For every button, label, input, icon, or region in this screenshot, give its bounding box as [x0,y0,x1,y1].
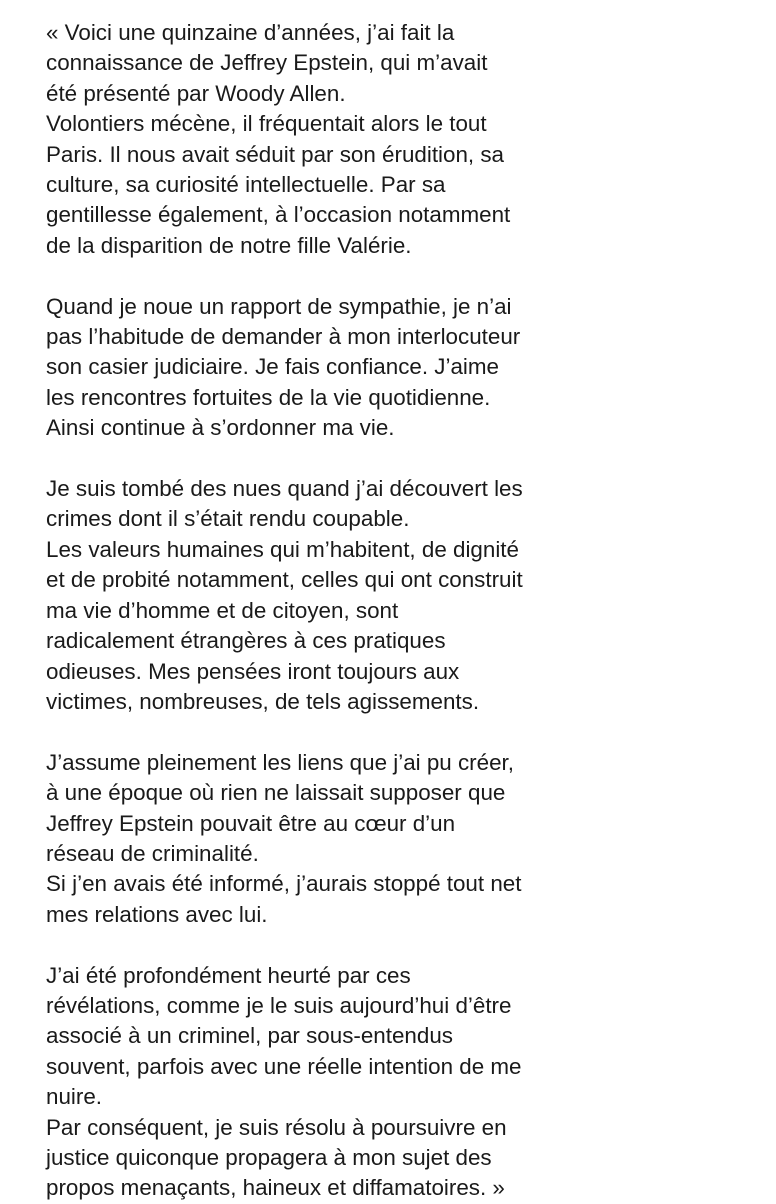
text-line: odieuses. Mes pensées iront toujours aux [46,658,460,684]
text-line: « Voici une quinzaine d’années, j’ai fait la [46,20,455,45]
text-line: crimes dont il s’était rendu coupable. [46,506,410,532]
text-line: culture, sa curiosité intellectuelle. Par sa [46,172,446,198]
text-line: Jeffrey Epstein pouvait être au cœur d’un [46,810,456,836]
text-line: Par conséquent, je suis résolu à poursuivre en [46,1114,507,1140]
text-line: associé à un criminel, par sous-entendus [46,1023,453,1049]
text-line: de la disparition de notre fille Valérie. [46,232,412,258]
text-line: Ainsi continue à s’ordonner ma vie. [46,415,395,441]
text-line: J’ai été profondément heurté par ces [46,962,411,988]
text-line: J’assume pleinement les liens que j’ai pu créer, [46,749,514,775]
text-line: Volontiers mécène, il fréquentait alors le tout [46,111,487,137]
text-line: réseau de criminalité. [46,840,259,866]
text-line: Si j’en avais été informé, j’aurais stoppé tout net [46,871,522,897]
paragraph-3 [46,474,766,717]
text-line: à une époque où rien ne laissait supposer que [46,780,506,806]
text-line: Les valeurs humaines qui m’habitent, de dignité [46,536,519,562]
text-line: révélations, comme je le suis aujourd’hui d’être [46,992,512,1018]
text-line: victimes, nombreuses, de tels agissements. [46,688,480,714]
text-line: souvent, parfois avec une réelle intention de me [46,1053,522,1079]
paragraph-5 [46,961,766,1204]
text-line: ma vie d’homme et de citoyen, sont [46,597,399,623]
text-line: propos menaçants, haineux et diffamatoires. » [46,1175,505,1201]
text-line: connaissance de Jeffrey Epstein, qui m’avait [46,50,488,76]
text-line: et de probité notamment, celles qui ont construit [46,567,523,593]
text-line: nuire. [46,1084,103,1110]
text-line: été présenté par Woody Allen. [46,80,346,106]
text-line: Je suis tombé des nues quand j’ai découvert les [46,476,523,502]
paragraph-4 [46,748,766,930]
text-line: son casier judiciaire. Je fais confiance. J’aime [46,354,499,380]
statement-document [46,18,766,1204]
text-line: mes relations avec lui. [46,901,268,927]
text-line: gentillesse également, à l’occasion notamment [46,202,511,228]
text-line: Quand je noue un rapport de sympathie, je n’ai [46,293,512,319]
text-line: radicalement étrangères à ces pratiques [46,628,446,654]
text-line: pas l’habitude de demander à mon interlocuteur [46,324,521,350]
paragraph-2 [46,292,766,444]
text-line: les rencontres fortuites de la vie quotidienne. [46,384,491,410]
text-line: justice quiconque propagera à mon sujet des [46,1144,492,1170]
text-line: Paris. Il nous avait séduit par son érudition, sa [46,141,505,167]
paragraph-1 [46,18,766,261]
